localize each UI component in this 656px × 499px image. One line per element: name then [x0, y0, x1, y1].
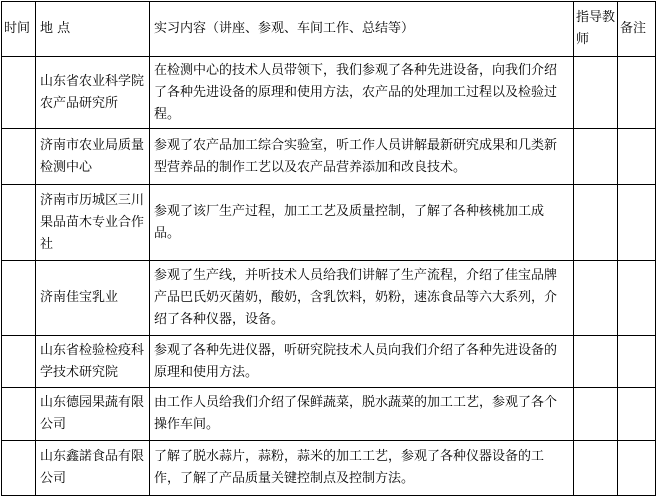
header-advisor: 指导教师 — [574, 2, 618, 57]
time-cell — [2, 129, 36, 185]
header-row — [2, 2, 656, 57]
time-cell — [2, 57, 36, 129]
content-cell: 参观了农产品加工综合实验室，听工作人员讲解最新研究成果和几类新型营养品的制作工艺以及农产品营养添加和改良技术。 — [150, 129, 574, 185]
advisor-cell — [574, 129, 618, 185]
table-row — [2, 57, 656, 129]
table-row — [2, 261, 656, 336]
location-cell: 山东鑫諾食品有限公司 — [36, 441, 150, 496]
remark-cell — [618, 388, 656, 441]
table-row — [2, 336, 656, 388]
time-cell — [2, 388, 36, 441]
location-cell: 济南市历城区三川果品苗木专业合作社 — [36, 185, 150, 261]
content-cell: 了解了脱水蒜片，蒜粉，蒜米的加工工艺，参观了各种仪器设备的工作，了解了产品质量关键控制点及控制方法。 — [150, 441, 574, 496]
remark-cell — [618, 129, 656, 185]
location-cell: 山东省农业科学院农产品研究所 — [36, 57, 150, 129]
content-cell: 在检测中心的技术人员带领下，我们参观了各种先进设备，向我们介绍了各种先进设备的原理和使用方法，农产品的处理加工过程以及检验过程。 — [150, 57, 574, 129]
table-row — [2, 185, 656, 261]
advisor-cell — [574, 57, 618, 129]
location-cell: 济南佳宝乳业 — [36, 261, 150, 336]
remark-cell — [618, 336, 656, 388]
header-location: 地 点 — [36, 2, 150, 57]
remark-cell — [618, 261, 656, 336]
location-cell: 山东省检验检疫科学技术研究院 — [36, 336, 150, 388]
content-cell: 参观了各种先进仪器，听研究院技术人员向我们介绍了各种先进设备的原理和使用方法。 — [150, 336, 574, 388]
time-cell — [2, 336, 36, 388]
content-cell: 参观了该厂生产过程，加工工艺及质量控制，了解了各种核桃加工成品。 — [150, 185, 574, 261]
advisor-cell — [574, 185, 618, 261]
remark-cell — [618, 185, 656, 261]
advisor-cell — [574, 336, 618, 388]
time-cell — [2, 185, 36, 261]
location-cell: 济南市农业局质量检测中心 — [36, 129, 150, 185]
advisor-cell — [574, 261, 618, 336]
remark-cell — [618, 441, 656, 496]
table-row — [2, 388, 656, 441]
internship-table — [1, 1, 656, 496]
time-cell — [2, 441, 36, 496]
content-cell: 由工作人员给我们介绍了保鲜蔬菜，脱水蔬菜的加工工艺，参观了各个操作车间。 — [150, 388, 574, 441]
header-remark: 备注 — [618, 2, 656, 57]
header-time: 时间 — [2, 2, 36, 57]
table-row — [2, 441, 656, 496]
time-cell — [2, 261, 36, 336]
location-cell: 山东德园果蔬有限公司 — [36, 388, 150, 441]
content-cell: 参观了生产线，并听技术人员给我们讲解了生产流程，介绍了佳宝品牌产品巴氏奶灭菌奶，酸奶，含乳饮料，奶粉，速冻食品等六大系列，介绍了各种仪器，设备。 — [150, 261, 574, 336]
table-row — [2, 129, 656, 185]
header-content: 实习内容（讲座、参观、车间工作、总结等） — [150, 2, 574, 57]
advisor-cell — [574, 441, 618, 496]
remark-cell — [618, 57, 656, 129]
advisor-cell — [574, 388, 618, 441]
